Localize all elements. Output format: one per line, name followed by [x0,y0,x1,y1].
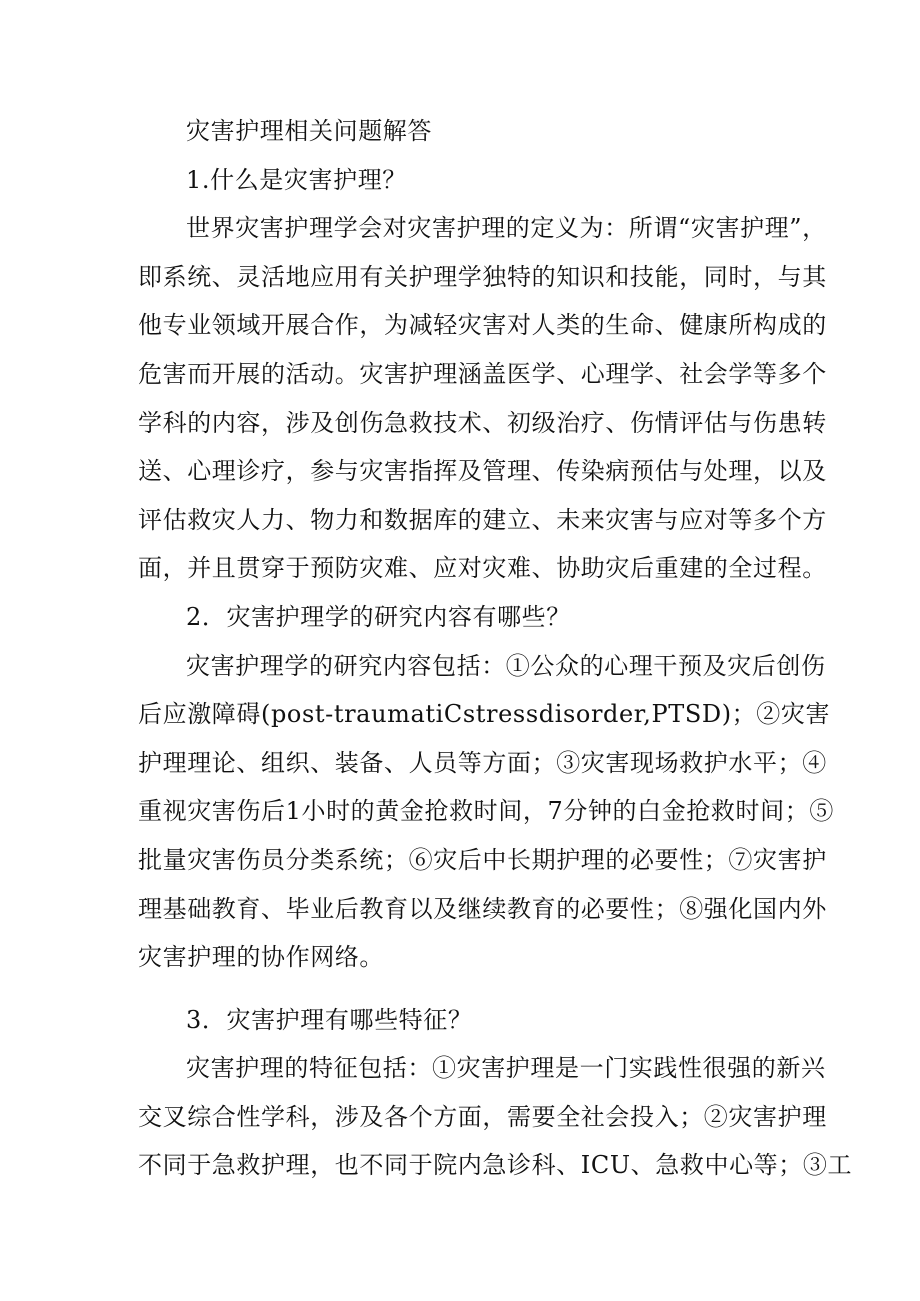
section-1-line: 学科的内容，涉及创伤急救技术、初级治疗、伤情评估与伤患转 [138,408,827,437]
section-1-line: 危害而开展的活动。灾害护理涵盖医学、心理学、社会学等多个 [138,359,827,388]
document-body [138,107,853,1190]
section-1-line: 他专业领域开展合作，为减轻灾害对人类的生命、健康所构成的 [138,311,827,340]
section-2-heading: 2．灾害护理学的研究内容有哪些？ [186,602,571,631]
section-1-line: 即系统、灵活地应用有关护理学独特的知识和技能，同时，与其 [138,262,827,291]
section-1-line: 面，并且贯穿于预防灾难、应对灾难、协助灾后重建的全过程。 [138,554,827,583]
section-3-line: 交叉综合性学科，涉及各个方面，需要全社会投入；②灾害护理 [138,1102,827,1131]
section-1-line: 世界灾害护理学会对灾害护理的定义为：所谓“灾害护理”， [186,214,827,243]
section-2-line: 理基础教育、毕业后教育以及继续教育的必要性；⑧强化国内外 [138,894,827,923]
section-2-line: 重视灾害伤后1小时的黄金抢救时间，7分钟的白金抢救时间；⑤ [138,797,834,826]
section-2-line: 护理理论、组织、装备、人员等方面；③灾害现场救护水平；④ [138,748,827,777]
section-3-line: 不同于急救护理，也不同于院内急诊科、ICU、急救中心等；③工 [138,1151,853,1180]
section-2-line: 灾害护理学的研究内容包括：①公众的心理干预及灾后创伤 [186,651,826,680]
section-1-line: 送、心理诊疗，参与灾害指挥及管理、传染病预估与处理，以及 [138,457,827,486]
section-gap [138,982,788,996]
section-2-line: 灾害护理的协作网络。 [138,943,384,972]
section-2-line: 后应激障碍(post-traumatiCstressdisorder,PTSD)；②灾害 [138,700,831,729]
document-title: 灾害护理相关问题解答 [186,117,432,145]
section-3-line: 灾害护理的特征包括：①灾害护理是一门实践性很强的新兴 [186,1054,826,1083]
section-3-heading: 3．灾害护理有哪些特征？ [186,1005,473,1034]
section-1-heading: 1.什么是灾害护理？ [186,165,407,194]
section-2-line: 批量灾害伤员分类系统；⑥灾后中长期护理的必要性；⑦灾害护 [138,845,827,874]
section-1-line: 评估救灾人力、物力和数据库的建立、未来灾害与应对等多个方 [138,505,827,534]
